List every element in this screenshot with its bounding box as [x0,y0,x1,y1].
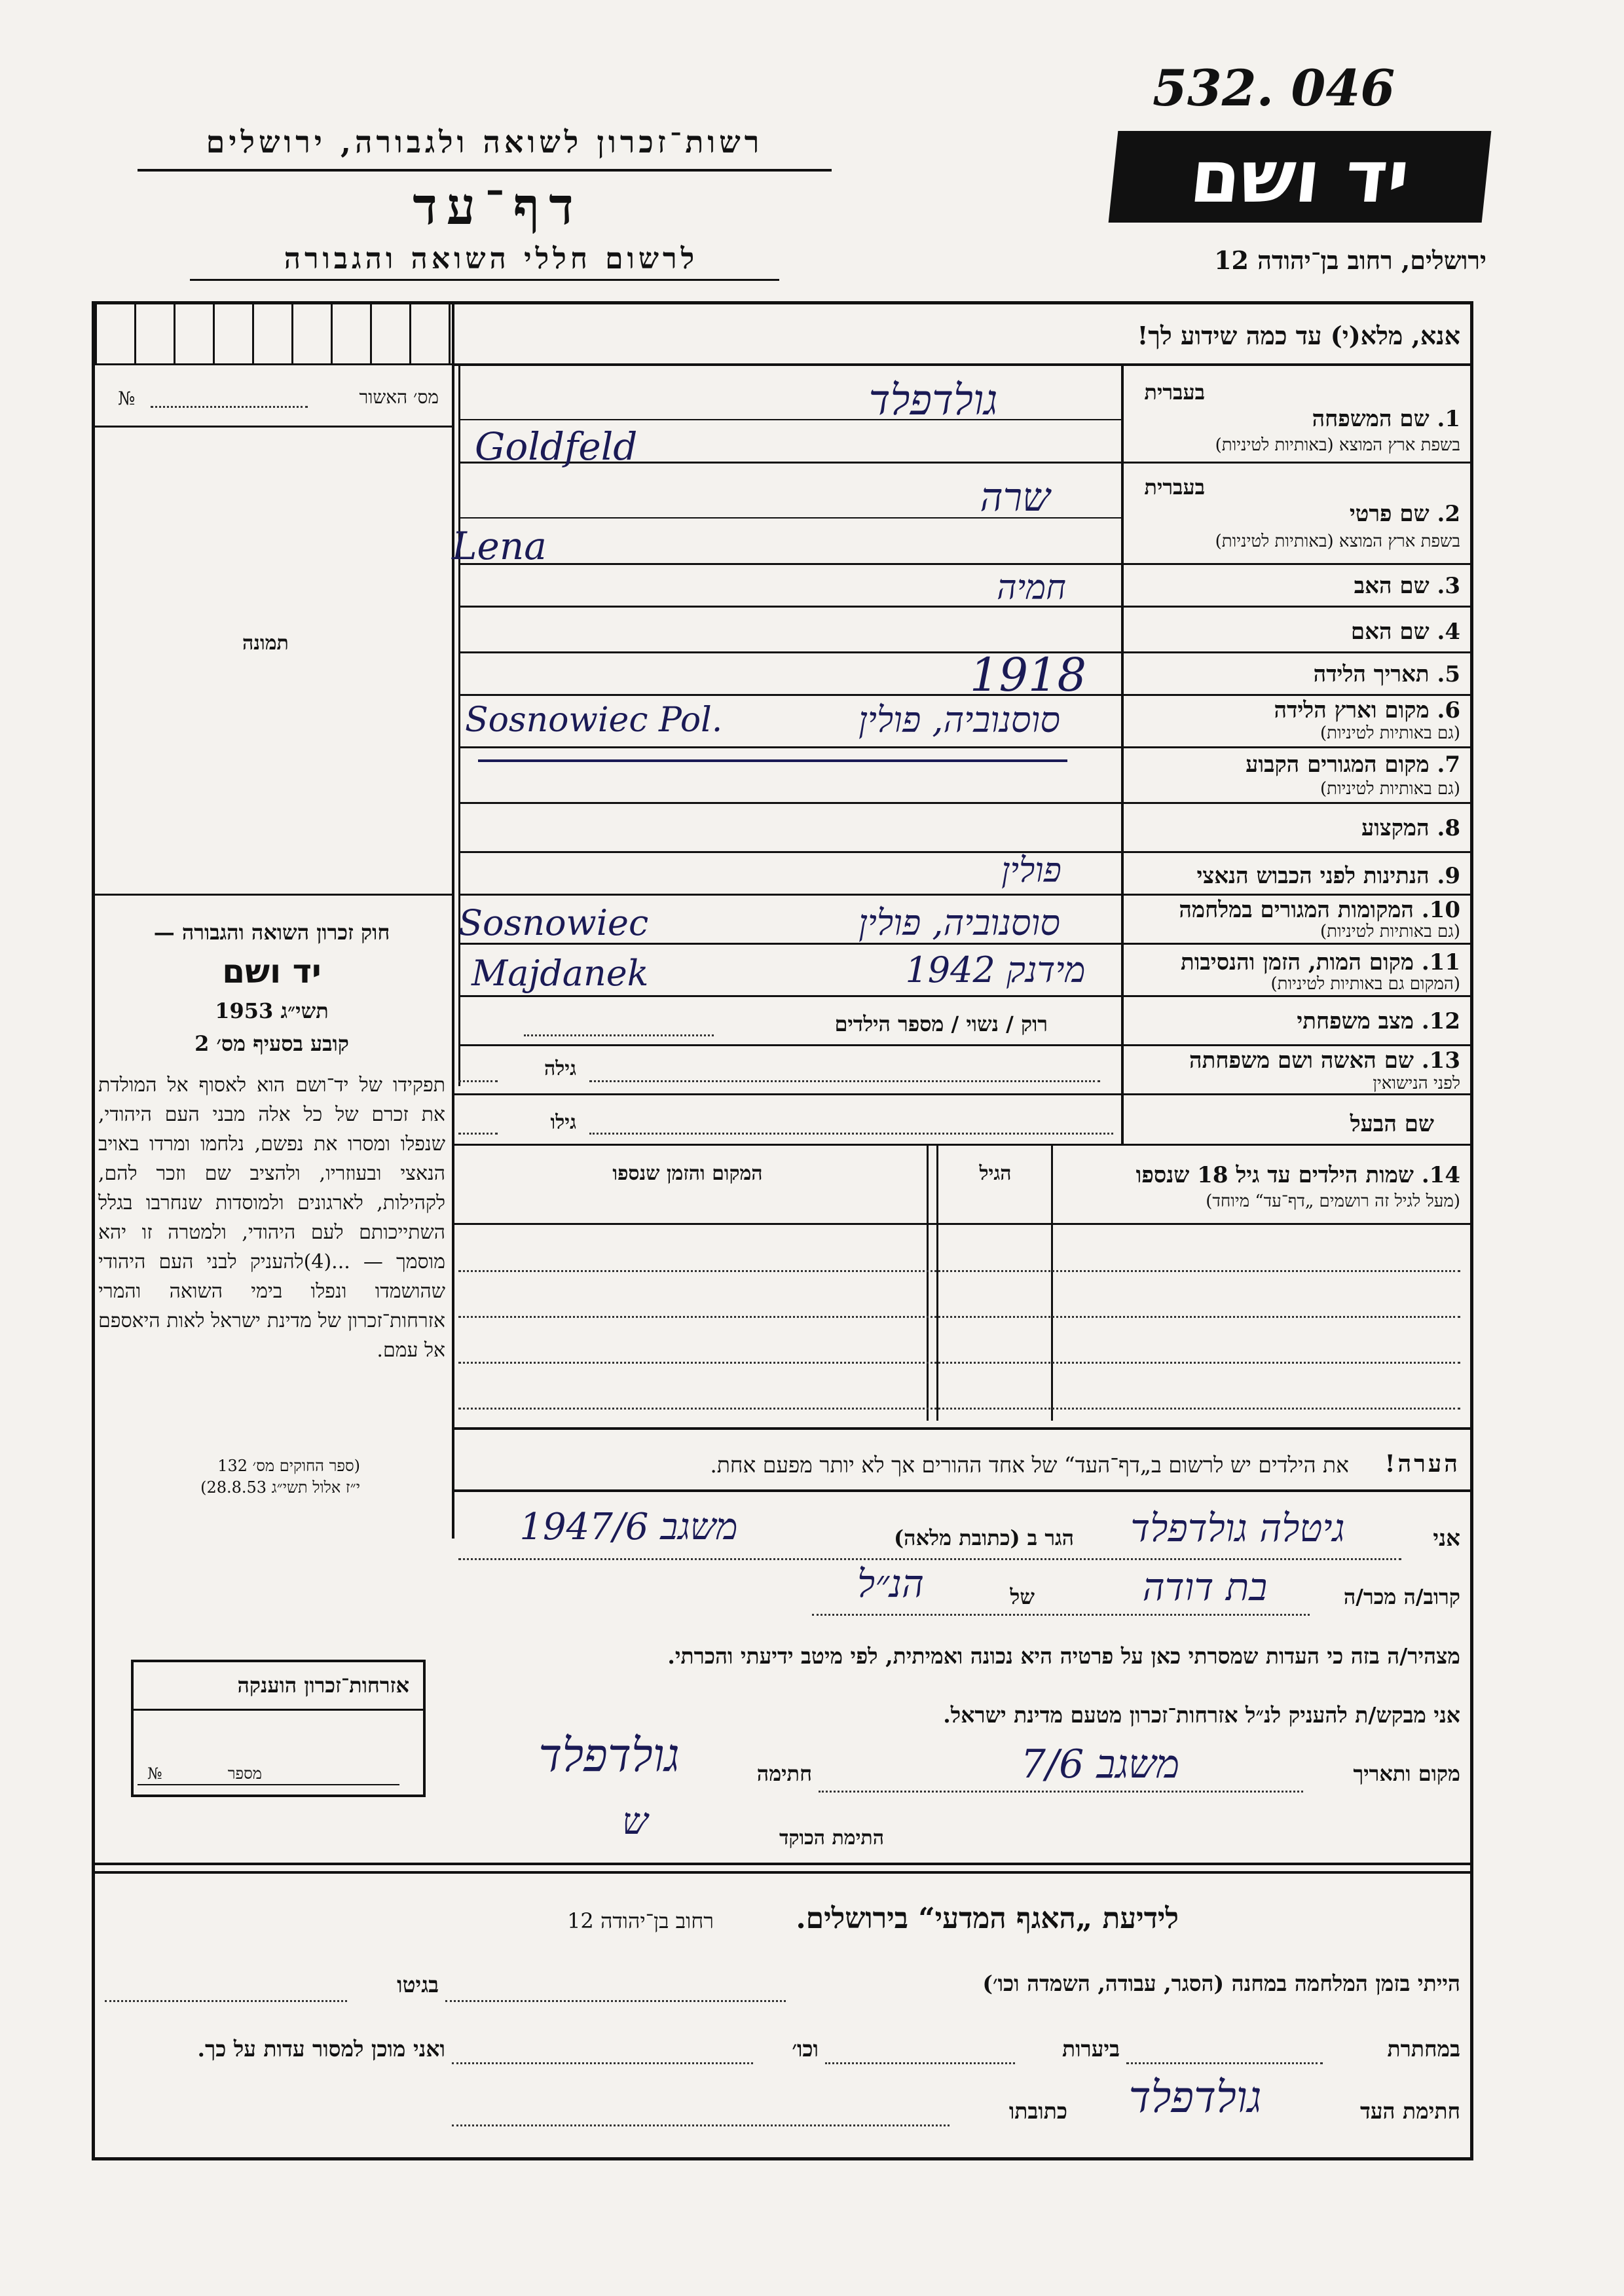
decl-signature-label: חתימה [756,1761,812,1786]
law-name: יד ושם [222,953,322,991]
wife-name-field[interactable] [589,1080,1100,1082]
decl-relation-label: קרוב/ה מכר/ה [1343,1584,1460,1609]
children-header-line [454,1223,1473,1225]
field-9-value[interactable]: פולין [1001,851,1061,890]
children-count-field[interactable] [524,1034,714,1036]
citizenship-title: אזרחות־זכרון הוענקה [237,1673,409,1698]
field-14-sub: (מעל לגיל זה רושמים „דף־עד“ מיוחד) [1206,1192,1460,1211]
approval-divider [95,426,452,428]
wife-age-field[interactable] [458,1080,498,1082]
field-10-label: 10. המקומות המגורים במלחמה [1179,897,1460,923]
field-1-latin-value[interactable]: Goldfeld [475,424,638,469]
field-1-hebrew-value[interactable]: גולדפלד [868,376,998,425]
bottom-forests-field[interactable] [825,2062,1015,2064]
children-place-col-header: המקום והזמן שנספו [612,1162,763,1185]
decl-place-date[interactable]: משגב 7/6 [1020,1741,1180,1787]
children-col-div-1 [1051,1146,1053,1421]
bottom-line3-a: חתימת העד [1359,2098,1460,2124]
bottom-line3-b: כתובתו [1008,2098,1067,2124]
bottom-address: רחוב בן־יהודה 12 [567,1908,714,1933]
note-text: את הילדים יש לרשום ב„דף־העד“ של אחד ההורים אך לא יותר מפעם אחת. [710,1452,1349,1478]
decl-registrar-sign: ש [622,1800,648,1843]
org-line: רשות־זכרון לשואה ולגבורה, ירושלים [206,124,764,160]
bottom-camp-field[interactable] [445,2000,786,2002]
field-6-latin-value[interactable]: Sosnowiec Pol. [465,701,723,740]
bottom-etc-field[interactable] [452,2062,753,2064]
field-14-label: 14. שמות הילדים עד גיל 18 שנספו [1135,1162,1460,1188]
approval-label: מס׳ האשור [359,386,439,408]
decl-of-value[interactable]: הנ״ל [857,1561,924,1606]
bottom-line1-b: בגיטו [397,1972,439,1997]
field-7-sub: (גם באותיות לטיניות) [1320,779,1460,799]
row-line-11 [458,995,1473,997]
bottom-separator-1 [92,1863,1473,1865]
photo-label: תמונה [242,632,289,655]
field-11-sub: (המקום גם באותיות לטיניות) [1270,974,1460,994]
field-2-latin-value[interactable]: Lena [452,524,547,568]
approval-no-sign: № [118,388,136,409]
field-1-label: 1. שם המשפחה [1312,406,1460,432]
decl-place-date-label: מקום ותאריך [1353,1761,1460,1786]
decl-line-place-dots [819,1791,1303,1793]
husband-name-field[interactable] [589,1133,1113,1135]
children-row-3[interactable] [458,1362,1460,1364]
children-row-4[interactable] [458,1408,1460,1410]
wife-age-label: גילה [544,1057,576,1080]
left-column-divider [452,301,454,1539]
citizenship-no-line [138,1784,399,1785]
law-title: חוק זכרון השואה והגבורה — [153,920,390,945]
instruction-text: אנא, מלא(י) עד כמה שידוע לך! [1137,321,1460,350]
field-13-sub: לפני הנישואין [1373,1074,1460,1093]
decl-registrar-label: התימת הכוקד [779,1827,884,1850]
field-5-label: 5. תאריך הלידה [1313,661,1460,687]
note-label: הערה! [1384,1450,1460,1478]
children-row-2[interactable] [458,1316,1460,1318]
org-underline [138,169,832,172]
field-3-label: 3. שם האב [1354,573,1460,599]
husband-label: שם הבעל [1350,1111,1434,1137]
law-ref-1: (ספר החוקים מס׳ 132 [217,1457,360,1475]
field-7-ditto [478,759,1067,765]
decl-line-2-dots [812,1614,1310,1616]
field-2-label: 2. שם פרטי [1349,501,1460,527]
bottom-title: לידיעת „האגף המדעי“ בירושלים. [796,1902,1179,1935]
field-9-label: 9. הנתינות לפני הכבוש הנאצי [1196,863,1460,889]
field-5-value[interactable]: 1918 [969,648,1087,702]
row-line-13 [454,1093,1473,1095]
field-10-sub: (גם באותיות לטיניות) [1320,922,1460,941]
hebrew-label-2: בעברית [1144,475,1205,500]
bottom-underground-field[interactable] [1126,2062,1323,2064]
decl-request: אני מבקש/ת להעניק לנ״ל אזרחות־זכרון מטעם מדינת ישראל. [943,1702,1460,1728]
field-8-label: 8. המקצוע [1361,815,1460,841]
decl-signature[interactable]: גולדפלד [538,1728,680,1782]
citizenship-no-sign: № [147,1764,162,1783]
logo-text: יד ושם [1186,135,1414,219]
field-2-sub: בשפת ארץ המוצא (באותיות לטיניות) [1215,532,1460,551]
husband-age-field[interactable] [458,1133,498,1135]
field-10-hebrew-value[interactable]: סוסנוביה, פולין [858,902,1061,943]
field-1-sub: בשפת ארץ המוצא (באותיות לטיניות) [1215,435,1460,455]
instruction-underline [454,363,1473,366]
bottom-line2-b: ביערות [1061,2036,1120,2062]
field-11-latin-value[interactable]: Majdanek [471,953,649,994]
approval-number-field[interactable] [151,406,308,408]
decl-address-label: הגר ב (כתובת מלאה) [894,1525,1074,1550]
bottom-line2-c: וכו׳ [792,2036,819,2062]
field-6-sub: (גם באותיות לטיניות) [1320,723,1460,743]
bottom-line1-a: הייתי בזמן המלחמה במחנה (הסגר, עבודה, השמדה וכו׳) [982,1971,1460,1996]
children-table-bottom [454,1427,1473,1430]
note-line [454,1489,1473,1492]
law-ref-2: י״ז אלול תשי״ג 28.8.53) [200,1478,360,1497]
children-row-1[interactable] [458,1270,1460,1272]
yad-vashem-logo [1109,131,1492,223]
law-section: קובע בסעיף מס׳ 2 [194,1031,349,1056]
children-col-div-3 [927,1146,929,1421]
decl-i: אני [1433,1525,1460,1552]
photo-divider [95,894,452,896]
row-line-7 [458,802,1473,804]
field-11-hebrew-value[interactable]: מידנק 1942 [905,949,1086,991]
value-area-left-border [458,366,460,1086]
law-year: תשי״ג 1953 [215,998,329,1023]
subtitle-underline [190,279,779,281]
field-2-hebrew-value[interactable]: שרה [980,475,1050,520]
citizenship-no-label: מספר [227,1764,262,1783]
decl-line-1-dots [458,1558,1401,1560]
field-7-label: 7. מקום המגורים הקבוע [1246,752,1460,778]
field-6-hebrew-value[interactable]: סוסנוביה, פולין [858,699,1061,740]
law-text: תפקידו של יד־ושם הוא לאסוף אל המולדת את זכרם של כל אלה מבני העם היהודי, שנפלו ומסרו את נפשם, נלחמו ומרדו באויב הנאצי ובעוזריו, ולהציב שם וזכר להם, לקהילות, לארגונים ולמוסדות שנחרבו בגלל השתייכותם לעם היהודי, ולמטרה זו יהא מוסמך — ...(4)להעניק לבני העם היהודי שהושמדו ונפלו בימי השואה והמרי אזרחות־זכרון של מדינת ישראל לאות היאספם אל עמם. [98,1074,446,1362]
marital-options[interactable]: רוק / נשוי / מספר הילדים [834,1011,1048,1036]
bottom-witness-address[interactable] [452,2124,950,2126]
field-3-value[interactable]: חמיה [997,568,1066,608]
row-line-14 [454,1144,1473,1146]
field-11-label: 11. מקום המות, הזמן והנסיבות [1180,949,1460,975]
org-address: ירושלים, רחוב בן־יהודה 12 [1214,246,1486,275]
field-10-latin-value[interactable]: Sosnowiec [458,902,649,943]
label-column-divider [1121,366,1124,1144]
field-12-label: 12. מצב משפחתי [1297,1008,1460,1034]
tick-boxes [95,304,452,365]
children-col-div-2 [936,1146,938,1421]
decl-name[interactable]: גיטלה גולדפלד [1130,1506,1345,1550]
bottom-ghetto-field[interactable] [105,2000,347,2002]
row-line-12 [458,1044,1473,1046]
corner-number: 532. 046 [1153,59,1395,117]
row-line-6 [458,746,1473,748]
decl-of-label: של [1010,1584,1035,1609]
row-line-9 [458,894,1473,896]
citizenship-title-underline [131,1709,426,1711]
form-title: דף־עד [413,177,583,236]
bottom-separator-2 [92,1871,1473,1874]
bottom-witness-signature[interactable]: גולדפלד [1128,2072,1262,2123]
field-4-label: 4. שם האם [1350,619,1460,645]
hebrew-label-1: בעברית [1144,380,1205,405]
decl-relation[interactable]: בת דודה [1142,1565,1268,1609]
children-age-col-header: הגיל [979,1162,1012,1185]
field-6-label: 6. מקום וארץ הלידה [1274,697,1460,723]
husband-age-label: גילו [550,1111,576,1134]
decl-address[interactable]: משגב 1947/6 [519,1506,738,1548]
bottom-line2-d: ואני מוכן למסור עדות על כך. [197,2036,445,2062]
decl-statement: מצהיר/ה בזה כי העדות שמסרתי כאן על פרטיה היא נכונה ואמיתית, לפי מיטב ידיעתי והכרתי. [667,1643,1460,1669]
field-13-label: 13. שם האשה ושם משפחתה [1189,1048,1460,1074]
form-subtitle: לרשום חללי השואה והגבורה [284,242,699,276]
bottom-line2-a: במחתרת [1387,2036,1460,2062]
